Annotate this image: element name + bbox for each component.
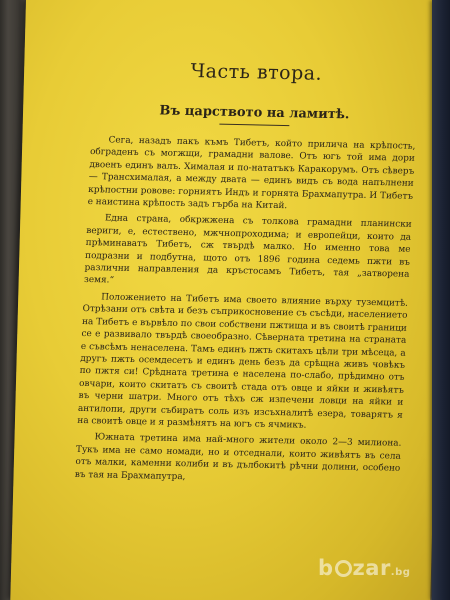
part-title: Часть втора. xyxy=(189,60,323,85)
title-underline xyxy=(219,124,289,126)
paragraph-4: Южната третина има най-много жители около 2—3 милиона. Тукъ има не само номади, но и отседнали, които живѣятъ въ села отъ малки, каменни колиби и въ дълбокитѣ рѣчни долини, особено въ тая на Брахмапутра, xyxy=(74,432,402,482)
book-binding xyxy=(432,0,450,600)
watermark-text-left: b xyxy=(318,556,334,580)
bazar-watermark xyxy=(318,556,410,580)
paragraph-1: Сега, назадъ пакъ къмъ Тибетъ, който прилича на крѣпость, обграденъ съ могжщи, грамадни валове. Отъ югъ той има дори двоенъ единъ валъ. Хималая и по-нататъкъ Каракорумъ. Отъ сѣверъ — Трансхималая, а между двата — единъ видъ съ вода напълнени крѣпостни ровове: горниятъ Индъ и горнята Брахмапутра. И Тибетъ е наистина крѣпость задъ гърба на Китай. xyxy=(87,135,416,212)
watermark-circle-icon xyxy=(335,560,352,577)
watermark-suffix: .bg xyxy=(390,567,411,578)
page-content xyxy=(74,58,419,492)
chapter-title: Въ царството на ламитѣ. xyxy=(159,103,350,123)
paragraph-3: Положението на Тибетъ има своето влияние върху туземцитѣ. Отрѣзани отъ свѣта и безъ съприкосновение съ съсѣди, населението на Тибетъ е вървѣло по свои собствени пжтища и въ своитѣ граници се е развивало твърдѣ своеобразно. Сѣверната третина на страната е съвсѣмъ ненаселена. Тамъ единъ пжть скитахъ цѣли три мѣсеца, а другъ пжть осемдесетъ и единъ день безъ да срѣщна живъ човѣкъ по пжтя си! Срѣдната третина е населена по-слабо, прѣдимно отъ овчари, които скитатъ съ своитѣ стада отъ овце и яйки и живѣятъ въ черни шатри. Много отъ тѣхъ сж изпечени ловци на яйки и антилопи, други събиратъ соль изъ изсъхналитѣ езера, товарятъ я на своитѣ овце и я размѣнятъ на югъ съ ячмикъ. xyxy=(77,292,409,431)
watermark-text-right: zar xyxy=(352,556,391,580)
paragraph-2: Една страна, обкржжена съ толкова грамадни планински вериги, е, естествено, мжчнопроходима; и европейци, които да прѣминаватъ Тибетъ, сж твърдѣ малко. Но именно това ме подразни и подбутна, щото отъ 1896 година седемь пжти въ различни направления да кръстосамъ Тибетъ, тая „затворена земя.“ xyxy=(83,213,412,287)
book-page xyxy=(10,0,446,600)
